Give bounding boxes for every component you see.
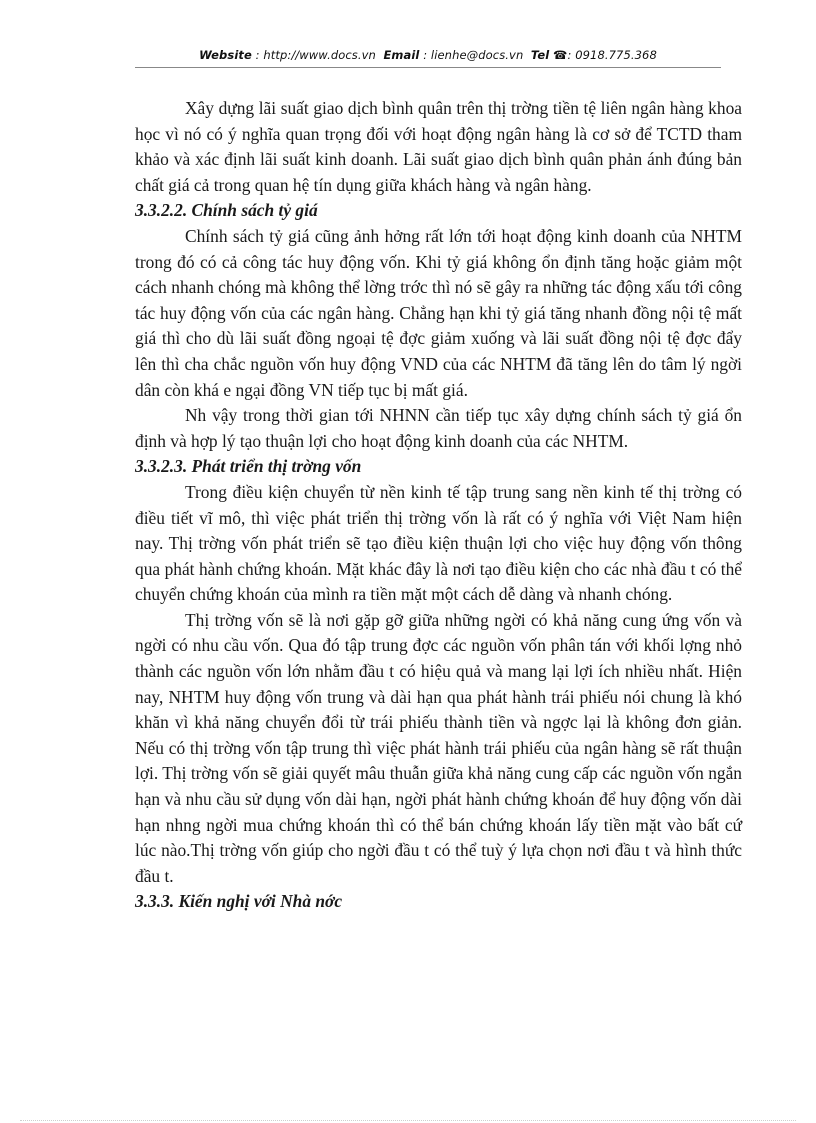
footer-divider xyxy=(20,1120,796,1121)
tel-label: Tel xyxy=(530,48,550,62)
tel-value: : 0918.775.368 xyxy=(567,48,657,62)
header-divider xyxy=(135,67,721,68)
document-body xyxy=(135,96,742,915)
email-value[interactable]: : lienhe@docs.vn xyxy=(423,48,524,62)
paragraph: Thị trờng vốn sẽ là nơi gặp gỡ giữa những ngời có khả năng cung ứng vốn và ngời có nhu cầu vốn. Qua đó tập trung đợc các nguồn vốn phân tán với khối lợng nhỏ thành các nguồn vốn lớn nhằm đầu t có hiệu quả và mang lại lợi ích nhiều nhất. Hiện nay, NHTM huy động vốn trung và dài hạn qua phát hành trái phiếu nói chung là khó khăn vì khả năng chuyển đổi từ trái phiếu thành tiền và ngợc lại là không đơn giản. Nếu có thị trờng vốn tập trung thì việc phát hành trái phiếu của ngân hàng sẽ rất thuận lợi. Thị trờng vốn sẽ giải quyết mâu thuẫn giữa khả năng cung cấp các nguồn vốn ngắn hạn và nhu cầu sử dụng vốn dài hạn, ngời phát hành chứng khoán để huy động vốn dài hạn nhng ngời mua chứng khoán thì có thể bán chứng khoán lấy tiền mặt vào bất cứ lúc nào.Thị trờng vốn giúp cho ngời đầu t có thể tuỳ ý lựa chọn nơi đầu t và hình thức đầu t. xyxy=(135,609,742,886)
section-heading: 3.3.2.3. Phát triển thị trờng vốn xyxy=(135,456,362,477)
paragraph: Trong điều kiện chuyển từ nền kinh tế tập trung sang nền kinh tế thị trờng có điều tiết vĩ mô, thì việc phát triển thị trờng vốn là rất có ý nghĩa với Việt Nam hiện nay. Thị trờng vốn phát triển sẽ tạo điều kiện thuận lợi cho việc huy động vốn thông qua phát hành chứng khoán. Mặt khác đây là nơi tạo điều kiện cho các nhà đầu t có thể chuyển chứng khoán của mình ra tiền mặt một cách dễ dàng và nhanh chóng. xyxy=(135,481,742,605)
website-label: Website xyxy=(199,48,252,62)
email-label: Email xyxy=(383,48,420,62)
paragraph: Nh vậy trong thời gian tới NHNN cần tiếp tục xây dựng chính sách tỷ giá ổn định và hợp lý tạo thuận lợi cho hoạt động kinh doanh của các NHTM. xyxy=(135,405,742,451)
page-header xyxy=(135,48,721,62)
paragraph: Chính sách tỷ giá cũng ảnh hởng rất lớn tới hoạt động kinh doanh của NHTM trong đó có cả công tác huy động vốn. Khi tỷ giá không ổn định tăng hoặc giảm một cách nhanh chóng mà không thể lờng trớc thì nó sẽ gây ra những tác động xấu tới công tác huy động vốn của các ngân hàng. Chẳng hạn khi tỷ giá tăng nhanh đồng nội tệ mất giá thì cho dù lãi suất đồng ngoại tệ đợc giảm xuống và lãi suất đồng nội tệ đợc đẩy lên thì cha chắc nguồn vốn huy động VND của các NHTM đã tăng lên do tâm lý ngời dân còn khá e ngại đồng VN tiếp tục bị mất giá. xyxy=(135,225,742,400)
website-value[interactable]: : http://www.docs.vn xyxy=(255,48,376,62)
phone-icon: ☎ xyxy=(553,48,568,62)
paragraph: Xây dựng lãi suất giao dịch bình quân trên thị trờng tiền tệ liên ngân hàng khoa học vì nó có ý nghĩa quan trọng đối với hoạt động ngân hàng là cơ sở để TCTD tham khảo và xác định lãi suất kinh doanh. Lãi suất giao dịch bình quân phản ánh đúng bản chất giá cả trong quan hệ tín dụng giữa khách hàng và ngân hàng. xyxy=(135,98,742,195)
section-heading: 3.3.3. Kiến nghị với Nhà nớc xyxy=(135,891,343,912)
section-heading: 3.3.2.2. Chính sách tỷ giá xyxy=(135,200,318,221)
